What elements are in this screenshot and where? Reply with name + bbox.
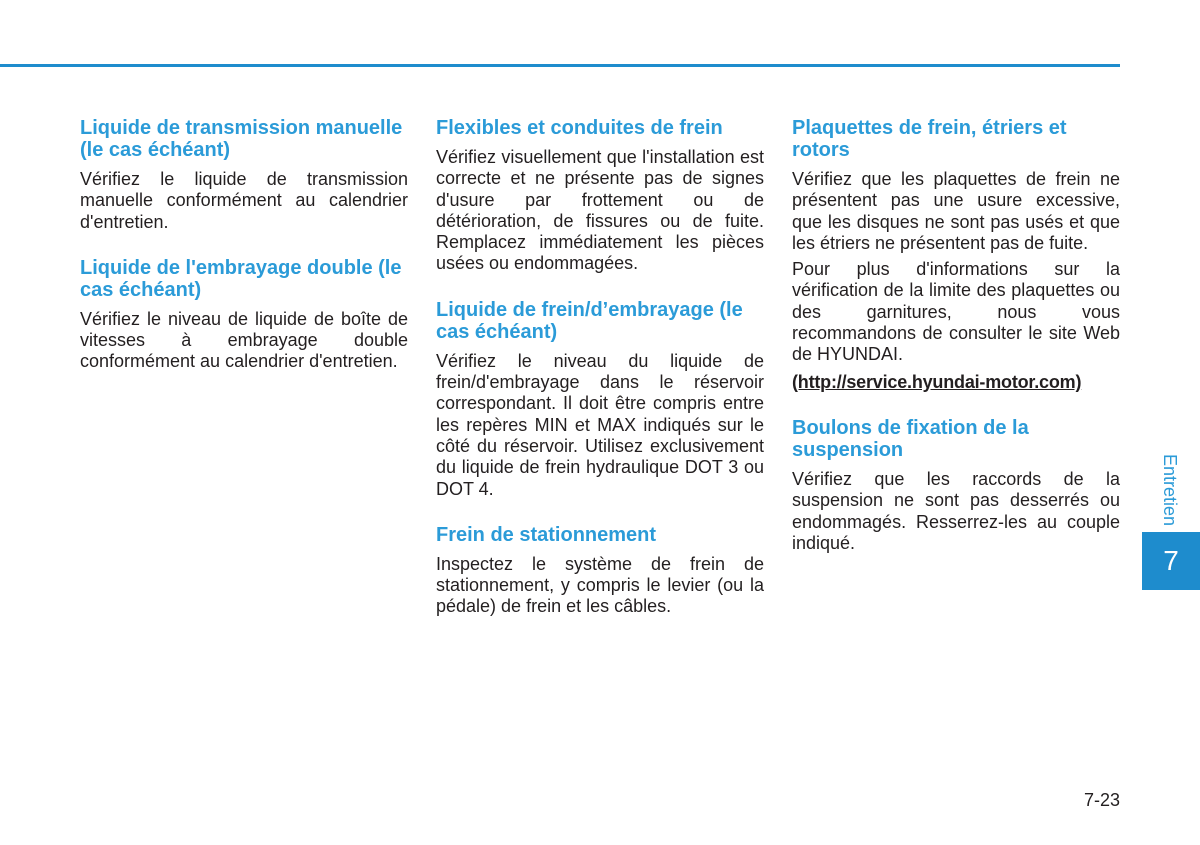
column-2 — [436, 117, 764, 642]
section-paragraph: Vérifiez le niveau de liquide de boîte de vitesses à embrayage double conformément au calendrier d'entretien. — [80, 308, 408, 372]
service-website-link[interactable]: (http://service.hyundai-motor.com) — [792, 371, 1082, 392]
section-heading: Liquide de frein/d’embrayage (le cas échéant) — [436, 298, 743, 343]
page-number: 7-23 — [1083, 790, 1120, 810]
section-heading: Plaquettes de frein, étriers et rotors — [792, 117, 1067, 161]
header-rule — [0, 64, 1120, 67]
chapter-number-tab: 7 — [1142, 532, 1200, 590]
section-heading: Boulons de fixation de la suspension — [792, 416, 1029, 461]
section-paragraph: Vérifiez que les plaquettes de frein ne présentent pas une usure excessive, que les disques ne sont pas usés et que les étriers ne présentent pas de fuite. — [792, 169, 1120, 253]
section-paragraph: Vérifiez visuellement que l'installation est correcte et ne présente pas de signes d'usure par frottement ou de détérioration, de fissures ou de fuite. Remplacez immédiatement les pièces usées ou endommagées. — [436, 147, 764, 274]
section-dual-clutch-fluid — [80, 257, 408, 373]
section-suspension-bolts — [792, 417, 1120, 554]
section-paragraph: Pour plus d'informations sur la vérification de la limite des plaquettes ou des garnitures, nous vous recommandons de consulter le site Web de HYUNDAI. — [792, 259, 1120, 365]
chapter-title: Entretien — [1160, 453, 1180, 527]
column-1 — [80, 117, 408, 397]
chapter-side-label — [1152, 452, 1180, 528]
section-brake-clutch-fluid — [436, 299, 764, 500]
section-heading: Flexibles et conduites de frein — [436, 117, 723, 139]
section-paragraph: Vérifiez le niveau du liquide de frein/d'embrayage dans le réservoir correspondant. Il doit être compris entre les repères MIN et MAX indiqués sur le côté du réservoir. Utilisez exclusivement du liquide de frein hydraulique DOT 3 ou DOT 4. — [436, 350, 764, 499]
section-paragraph: Vérifiez que les raccords de la suspension ne sont pas desserrés ou endommagés. Resserrez-les au couple indiqué. — [792, 468, 1120, 553]
section-parking-brake — [436, 524, 764, 618]
section-manual-transmission-fluid — [80, 117, 408, 233]
section-heading: Liquide de transmission manuelle (le cas échéant) — [80, 117, 403, 161]
section-brake-pads — [792, 117, 1120, 393]
column-3 — [792, 117, 1120, 578]
section-brake-hoses — [436, 117, 764, 275]
section-heading: Liquide de l'embrayage double (le cas échéant) — [80, 256, 402, 301]
section-paragraph: Vérifiez le liquide de transmission manuelle conformément au calendrier d'entretien. — [80, 169, 408, 232]
section-heading: Frein de stationnement — [436, 523, 657, 546]
section-paragraph: Inspectez le système de frein de stationnement, y compris le levier (ou la pédale) de frein et les câbles. — [436, 553, 764, 617]
